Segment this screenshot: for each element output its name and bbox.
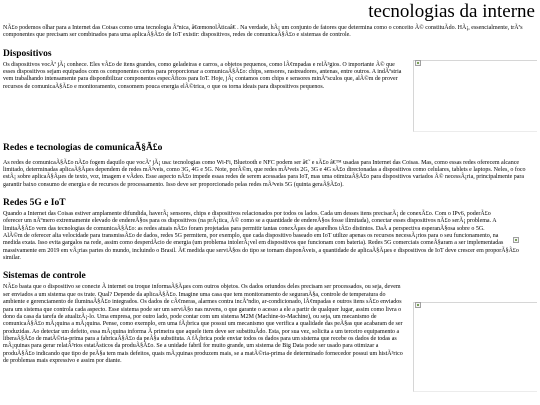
section-heading-redes: Redes e tecnologias de comunicaÃ§Ã£o bbox=[3, 142, 163, 153]
section-heading-5g: Redes 5G e IoT bbox=[3, 198, 66, 209]
section-heading-controle: Sistemas de controle bbox=[3, 271, 86, 282]
image-frame bbox=[413, 302, 537, 392]
broken-image-icon bbox=[415, 302, 421, 308]
section-text-5g: Quando a Internet das Coisas estiver amplamente difundida, haverÃ¡ sensores, chips e dispositivos relacionados por todos os lados. Cada um desses itens precisarÃ¡ de conexÃ£o. Com o IPv6, poderÃ£o oferecer um nÃºmero extremamente elevado de endereÃ§os para os dispositivos (na prÃ¡tica, Ã© como se a quantidade de endereÃ§os fosse ilimitada), conectar esses dispositivos nÃ£o serÃ¡ problema. A limitaÃ§Ã£o vem das tecnologias de comunicaÃ§Ã£o: as redes atuais nÃ£o foram projetadas para permitir tantas conexÃµes de aparelhos tÃ£o distintos. DaÃ a perspectiva esperanÃ§osa sobre o 5G. AlÃ©m de oferecer alta velocidade para transmissÃ£o de dados, redes 5G permitem, por exemplo, que cada dispositivo baseado em IoT utilize apenas os recursos necessÃ¡rios para o seu funcionamento, na medida exata. Isso evita gargalos na rede, assim como desperdÃcio de energia (um problema intolerÃ¡vel em dispositivos que funcionam com bateria). Redes 5G comerciais comeÃ§aram a ser implementadas massivamente em 2019 em vÃ¡rias partes do mundo, incluindo o Brasil. Ã€ medida que serviÃ§os do tipo se tornam disponÃveis, a quantidade de aplicaÃ§Ãµes e dispositivos de IoT deve crescer em proporÃ§Ã£o similar. bbox=[3, 211, 519, 262]
broken-image-controle bbox=[413, 302, 537, 392]
intro-paragraph: NÃ£o podemos olhar para a Internet das Coisas como uma tecnologia Ãºnica, â€œmonolÃticaâ€ . Na verdade, hÃ¡ um conjunto de fatores que determina como o conceito Ã© constituÃdo. HÃ¡, essencialmente, trÃªs componentes que precisam ser combinados para uma aplicaÃ§Ã£o de IoT existir: dispositivos, redes de comunicaÃ§Ã£o e sistemas de controle. bbox=[3, 25, 523, 39]
image-frame bbox=[413, 60, 537, 132]
broken-image-icon bbox=[415, 60, 421, 66]
page-title: tecnologias da interne bbox=[368, 1, 535, 22]
broken-image-dispositivos bbox=[413, 60, 537, 132]
section-text-redes: As redes de comunicaÃ§Ã£o nÃ£o fogem daquilo que vocÃª jÃ¡ usa: tecnologias como Wi-Fi, Bluetooth e NFC podem ser â€˜ e sÃ£o â€™ usadas para Internet das Coisas. Mas, como essas redes oferecem alcance limitado, determinadas aplicaÃ§Ãµes dependem de redes mÃ³veis, como 3G, 4G e 5G. Note, porÃ©m, que redes mÃ³veis 2G, 3G e 4G sÃ£o direcionadas a dispositivos como celulares, tablets e laptops. Neles, o foco estÃ¡ sobre aplicaÃ§Ãµes de texto, voz, imagem e vÃdeo. Esse aspecto nÃ£o impede essas redes de serem acessadas para IoT, mas uma otimizaÃ§Ã£o para dispositivos variados Ã© necessÃ¡ria, principalmente para garantir baixo consumo de energia e de recursos de processamento. Isso deve ser proporcionado pelas redes mÃ³veis 5G (quinta geraÃ§Ã£o). bbox=[3, 159, 526, 188]
broken-image-5g bbox=[511, 237, 537, 243]
section-text-dispositivos: Os dispositivos vocÃª jÃ¡ conhece. Eles vÃ£o de itens grandes, como geladeiras e carros, a objetos pequenos, como lÃ¢mpadas e relÃ³gios. O importante Ã© que esses dispositivos sejam equipados com os componentes certos para proporcionar a comunicaÃ§Ã£o: chips, sensores, rastreadores, antenas, entre outros. A indÃºstria vem trabalhando intensamente para disponibilizar componentes especÃficos para IoT. Hoje, jÃ¡ contamos com chips e sensores minÃºsculos que, alÃ©m de prover recursos de comunicaÃ§Ã£o e monitoramento, consomem pouca energia elÃ©trica, o que os torna ideais para dispositivos pequenos. bbox=[3, 61, 402, 90]
broken-image-icon bbox=[513, 237, 519, 243]
section-heading-dispositivos: Dispositivos bbox=[3, 48, 52, 59]
section-text-controle: NÃ£o basta que o dispositivo se conecte Ã internet ou troque informaÃ§Ãµes com outros objetos. Os dados oriundos deles precisam ser processados, ou seja, devem ser enviados a um sistema que os trate. Qual? Depende da aplicaÃ§Ã£o. Imagine uma casa que tem monitoramento de seguranÃ§a, controle de temperatura do ambiente e gerenciamento de iluminaÃ§Ã£o integrados. Os dados de cÃ¢meras, alarmes contra incÃªndio, ar-condicionado, lÃ¢mpadas e outros itens sÃ£o enviados para um sistema que controla cada aspecto. Esse sistema pode ser um serviÃ§o nas nuvens, o que garante o acesso a ele a partir de qualquer lugar, assim como livra o dono da casa da tarefa de atualizÃ¡-lo. Uma empresa, por outro lado, pode contar com um sistema M2M (Machine-to-Machine), ou seja, um mecanismo de comunicaÃ§Ã£o mÃ¡quina a mÃ¡quina. Pense, como exemplo, em uma fÃ¡brica que possui um mecanismo que verifica a qualidade das peÃ§as que acabaram de ser produzidas. Ao detectar um defeito, essa mÃ¡quina informa Ã primeira que aquele item deve ser substituÃdo. Esta, por sua vez, solicita a um terceiro equipamento a liberaÃ§Ã£o de matÃ©ria-prima para a fabricaÃ§Ã£o da peÃ§a substituta. A fÃ¡brica pode enviar todos os dados para um sistema que recebe os dados de todas as mÃ¡quinas para gerar relatÃ³rios estatÃsticos da produÃ§Ã£o. Se a unidade fabril for muito grande, um sistema de Big Data pode ser usado para otimizar a produÃ§Ã£o indicando que tipo de peÃ§a tem mais defeitos, quais mÃ¡quinas produzem mais, se a matÃ©ria-prima de determinado fornecedor possui um histÃ³rico de problemas mais expressivo e assim por diante. bbox=[3, 284, 403, 364]
article-page bbox=[3, 0, 537, 394]
